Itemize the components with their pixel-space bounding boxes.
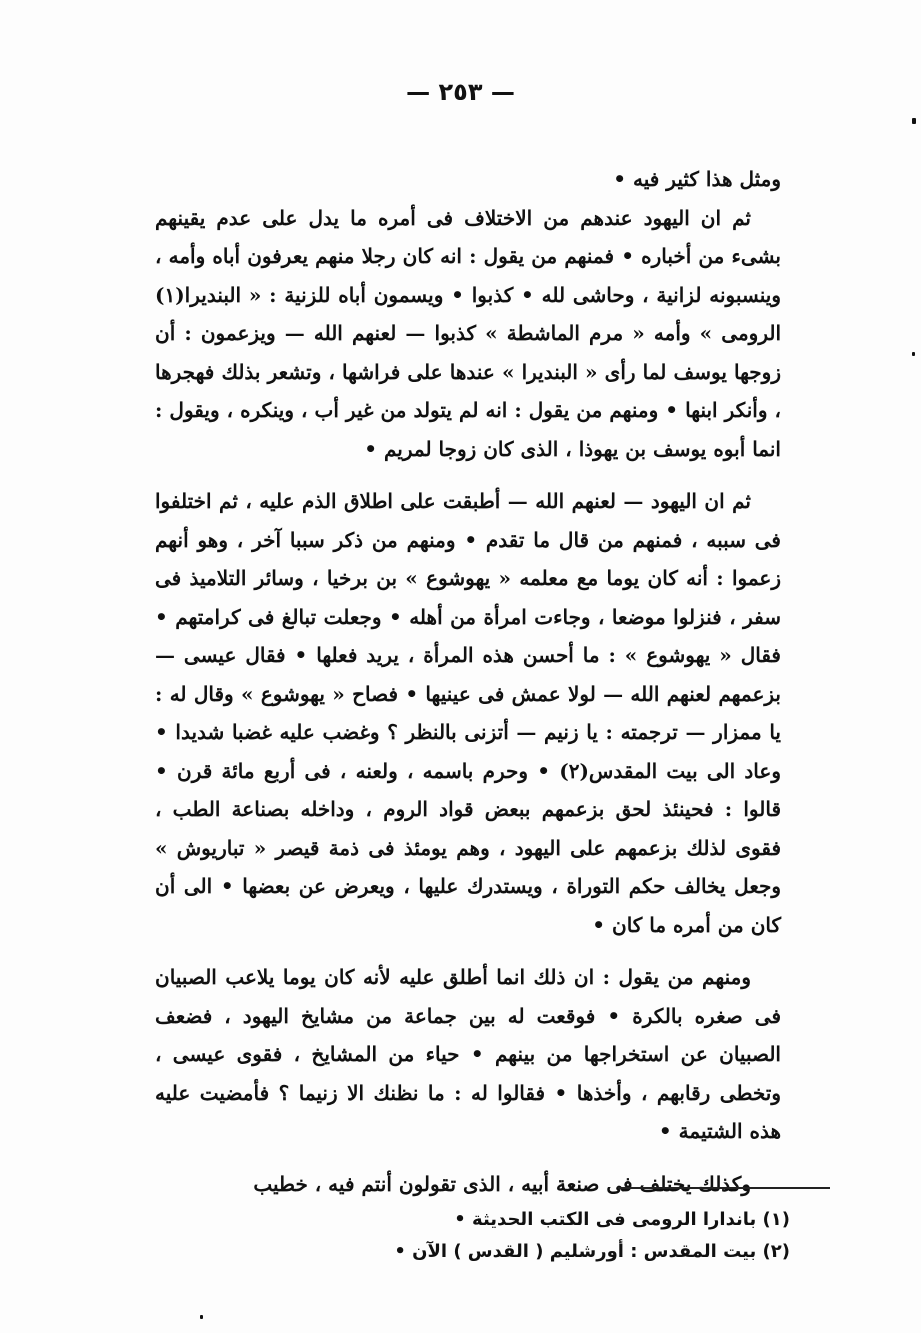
paragraph-3: ثم ان اليهود — لعنهم الله — أطبقت على اطلاق الذم عليه ، ثم اختلفوا فى سببه ، فمنهم من قال ما تقدم • ومنهم من ذكر سببا آخر ، وهو أنهم زعموا : أنه كان يوما مع معلمه « يهوشوع » بن برخيا ، وسائر التلاميذ فى سفر ، فنزلوا موضعا ، وجاءت امرأة من أهله • وجعلت تبالغ فى كرامتهم • فقال « يهوشوع » : ما أحسن هذه المرأة ، يريد فعلها • فقال عيسى — بزعمهم لعنهم الله — لولا عمش فى عينيها • فصاح « يهوشوع » وقال له : يا ممزار — ترجمته : يا زنيم — أتزنى بالنظر ؟ وغضب عليه غضبا شديدا • وعاد الى بيت المقدس(٢) • وحرم باسمه ، ولعنه ، فى أربع مائة قرن • قالوا : فحينئذ لحق بزعمهم ببعض قواد الروم ، وداخله بصناعة الطب ، فقوى لذلك بزعمهم على اليهود ، وهم يومئذ فى ذمة قيصر « تباريوش » وجعل يخالف حكم التوراة ، ويستدرك عليها ، ويعرض عن بعضها • الى أن كان من أمره ما كان • xyxy=(155,489,781,937)
footnotes xyxy=(300,1204,790,1268)
paragraph-1: ومثل هذا كثير فيه • xyxy=(613,167,781,191)
paragraph-5: وكذلك يختلف فى صنعة أبيه ، الذى تقولون أنتم فيه ، خطيب xyxy=(253,1171,751,1196)
paragraph-2: ثم ان اليهود عندهم من الاختلاف فى أمره ما يدل على عدم يقينهم بشىء من أخباره • فمنهم من يقول : انه كان رجلا منهم يعرفون أباه وأمه ، وينسبونه لزانية ، وحاشى لله • كذبوا • ويسمون أباه للزنية : « البنديرا(١) الرومى » وأمه « مرم الماشطة » كذبوا — لعنهم الله — ويزعمون : أن زوجها يوسف لما رأى « البنديرا » عندها على فراشها ، وتشعر بذلك فهجرها ، وأنكر ابنها • ومنهم من يقول : انه لم يتولد من غير أب ، وينكره ، ويقول : انما أبوه يوسف بن يهوذا ، الذى كان زوجا لمريم • xyxy=(155,205,781,461)
paragraph-4: ومنهم من يقول : ان ذلك انما أطلق عليه لأنه كان يوما يلاعب الصبيان فى صغره بالكرة • فوقعت له بين جماعة من مشايخ اليهود ، فضعف الصبيان عن استخراجها من بينهم • حياء من المشايخ ، فقوى عيسى ، وتخطى رقابهم ، وأخذها • فقالوا له : ما نظنك الا زنيما ؟ فأمضيت عليه هذه الشتيمة • xyxy=(155,965,781,1143)
scan-speck xyxy=(912,352,915,356)
footnote-divider xyxy=(618,1187,830,1189)
scan-speck xyxy=(912,118,916,124)
body-text xyxy=(155,160,781,1203)
page-number: — ٢٥٣ — xyxy=(406,78,515,106)
footnote-1: (١) باندارا الرومى فى الكتب الحديثة • xyxy=(454,1209,790,1230)
footnote-2: (٢) بيت المقدس : أورشليم ( القدس ) الآن • xyxy=(394,1241,790,1262)
scan-speck xyxy=(200,1315,203,1319)
